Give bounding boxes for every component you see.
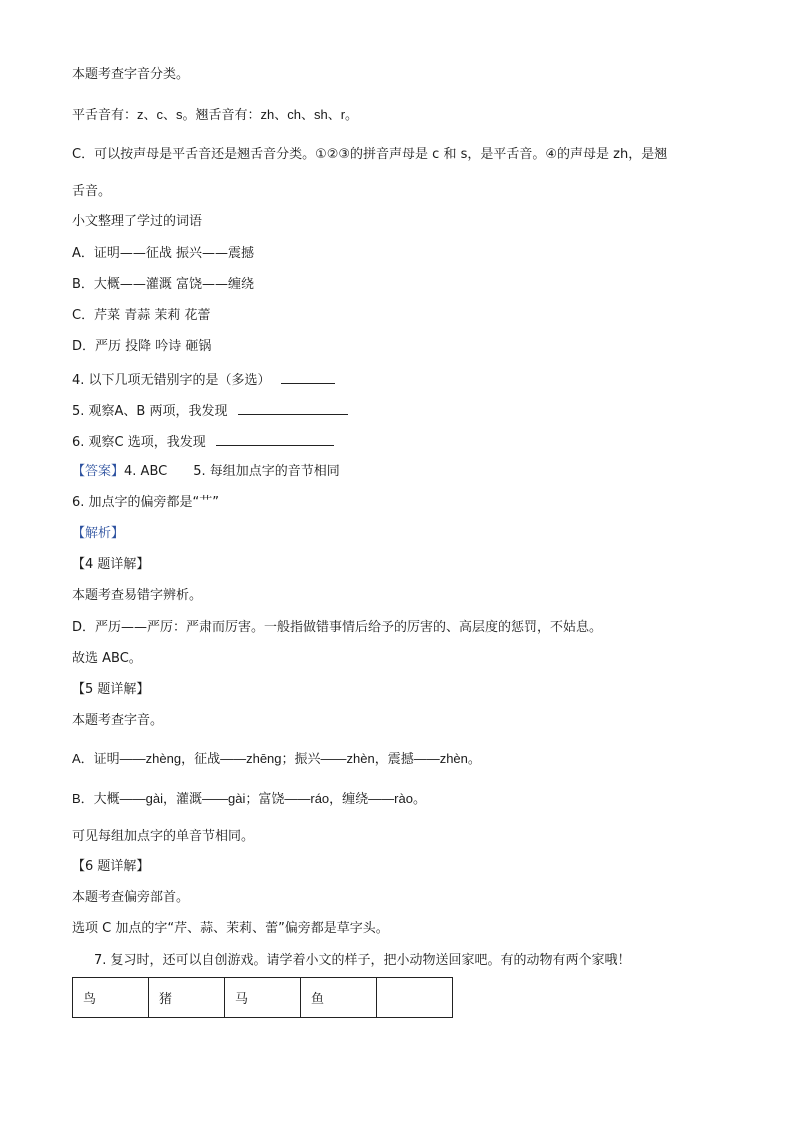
detail-5-heading: 【5 题详解】 (72, 682, 150, 697)
answer-5: 5. 每组加点字的音节相同 (193, 464, 340, 479)
answer-blank-5[interactable] (238, 400, 348, 415)
analysis-tag: 【解析】 (72, 526, 125, 541)
table-cell: 鱼 (301, 978, 377, 1018)
answer-6: 6. 加点字的偏旁都是“艹” (72, 495, 220, 510)
animal-table (72, 977, 453, 1018)
table-cell: 马 (225, 978, 301, 1018)
text-line: C．可以按声母是平舌音还是翘舌音分类。①②③的拼音声母是 c 和 s，是平舌音。④的声母是 zh，是翘 (72, 147, 668, 162)
question-7: 7. 复习时，还可以自创游戏。请学着小文的样子，把小动物送回家吧。有的动物有两个家哦！ (94, 953, 631, 968)
detail-6-heading: 【6 题详解】 (72, 859, 150, 874)
table-row (73, 978, 453, 1018)
answer-tag: 【答案】 (72, 464, 125, 479)
answer-line (72, 463, 340, 481)
detail-4-heading: 【4 题详解】 (72, 557, 150, 572)
question-4 (72, 369, 335, 390)
text-line: 可见每组加点字的单音节相同。 (72, 829, 255, 844)
text-line: A．证明——zhèng，征战——zhēng；振兴——zhèn，震撼——zhèn。 (72, 751, 481, 766)
text-line: 本题考查字音分类。 (72, 67, 190, 82)
text-line: 故选 ABC。 (72, 651, 142, 666)
question-5-text: 5. 观察A、B 两项，我发现 (72, 404, 228, 419)
question-6 (72, 431, 334, 452)
question-5 (72, 400, 348, 421)
question-4-text: 4. 以下几项无错别字的是（多选） (72, 373, 271, 388)
option-a: A．证明——征战 振兴——震撼 (72, 246, 255, 261)
option-c: C．芹菜 青蒜 茉莉 花蕾 (72, 308, 211, 323)
answer-blank-4[interactable] (281, 369, 335, 384)
question-6-text: 6. 观察C 选项，我发现 (72, 435, 206, 450)
table-cell: 猪 (149, 978, 225, 1018)
text-line: 本题考查易错字辨析。 (72, 588, 203, 603)
text-line: 选项 C 加点的字“芹、蒜、茉莉、蕾”偏旁都是草字头。 (72, 921, 389, 936)
text-line: D．严历——严厉：严肃而厉害。一般指做错事情后给予的厉害的、高层度的惩罚，不姑息。 (72, 620, 603, 635)
text-line: 本题考查字音。 (72, 713, 164, 728)
text-line: B．大概——gài，灌溉——gài；富饶——ráo，缠绕——rào。 (72, 791, 426, 806)
text-line: 平舌音有：z、c、s。翘舌音有：zh、ch、sh、r。 (72, 107, 359, 122)
text-line: 本题考查偏旁部首。 (72, 890, 190, 905)
text-line: 小文整理了学过的词语 (72, 214, 203, 229)
answer-4: 4. ABC (124, 464, 168, 479)
text-line: 舌音。 (72, 184, 112, 199)
answer-blank-6[interactable] (216, 431, 334, 446)
option-b: B．大概——灌溉 富饶——缠绕 (72, 277, 255, 292)
table-cell-empty[interactable] (377, 978, 453, 1018)
table-cell: 鸟 (73, 978, 149, 1018)
option-d: D．严历 投降 吟诗 砸锅 (72, 339, 212, 354)
